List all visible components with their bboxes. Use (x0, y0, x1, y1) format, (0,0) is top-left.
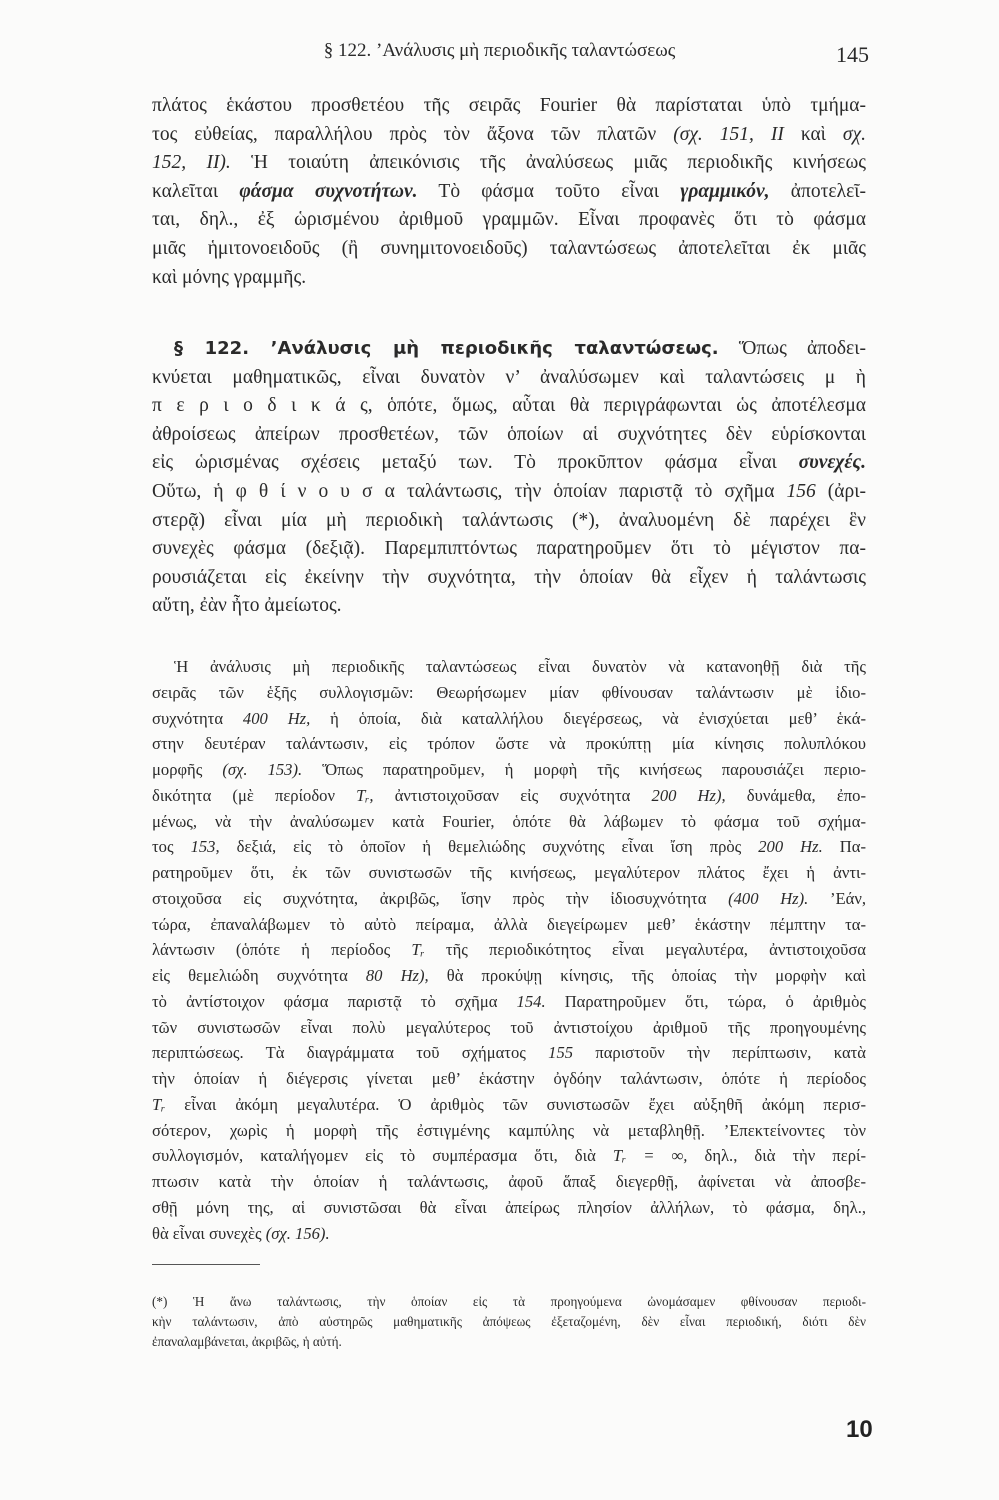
emphasis-run: 153, (190, 837, 220, 857)
text-line (152, 912, 866, 938)
text-run: Ὅπως παρατηροῦμεν, ἡ μορφὴ τῆς κινήσεως παρουσιάζει περιο- (302, 760, 866, 779)
text-line (152, 1292, 866, 1312)
text-run: καὶ (783, 123, 843, 145)
text-line (152, 178, 866, 207)
text-line (152, 963, 866, 989)
text-run: ρατηροῦμεν ὅτι, ἐκ τῶν συνιστωσῶν τῆς κινήσεως, μεγαλύτερον πλάτος ἔχει ἡ ἀντι- (152, 863, 866, 882)
text-line (152, 1221, 866, 1247)
text-run: περιπτώσεως. Τὰ διαγράμματα τοῦ σχήματος (152, 1043, 549, 1063)
emphasis-run: (σχ. 151, II (673, 123, 784, 145)
text-run: Τὸ φάσμα τοῦτο εἶναι (417, 180, 681, 202)
footnote (152, 1292, 866, 1352)
emphasis-run: Tᵣ (152, 1094, 166, 1114)
text-run: θὰ εἶναι συνεχὲς (152, 1223, 266, 1243)
small-print-paragraph (152, 654, 866, 1246)
text-line (152, 1312, 866, 1332)
emphasis-run: 200 Hz. (758, 837, 823, 857)
text-run: μορφῆς (152, 760, 223, 779)
text-line (152, 92, 866, 121)
section-122-paragraph (152, 335, 866, 621)
text-line (152, 860, 866, 886)
text-run: τὴν ὁποίαν ἡ διέγερσις γίνεται μεθ’ ἑκάστην ὀγδόην ταλάντωσιν, ὁπότε ἡ περίοδος (152, 1069, 866, 1088)
emphasis-run: 400 Hz, (242, 708, 311, 728)
text-run: μένως, νὰ τὴν ἀναλύσωμεν κατὰ Fourier, ὁπότε θὰ λάβωμεν τὸ φάσμα τοῦ σχήμα- (152, 811, 866, 831)
text-line (152, 1015, 866, 1041)
text-run: στην δευτέραν ταλάντωσιν, εἰς τρόπον ὥστε νὰ προκύπτῃ μία κίνησις πολυπλόκου (152, 734, 866, 754)
text-run: ρουσιάζεται εἰς ἐκείνην τὴν συχνότητα, τὴν ὁποίαν θὰ εἶχεν ἡ ταλάντωσις (152, 566, 866, 588)
text-run: εἰς ὡρισμένας σχέσεις μεταξύ των. Τὸ προκῦπτον φάσμα εἶναι (152, 452, 799, 474)
emphasis-run: 200 Hz), (651, 785, 726, 805)
text-line (152, 1118, 866, 1144)
emphasis-run: (σχ. 156). (265, 1223, 330, 1243)
footnote-divider (152, 1264, 260, 1265)
text-line (152, 809, 866, 835)
text-run: συλλογισμόν, καταλήγομεν εἰς τὸ συμπέρασμα ὅτι, διὰ (152, 1146, 613, 1166)
text-line (152, 149, 866, 178)
text-run: τώρα, ἐπαναλάβωμεν τὸ αὐτὸ πείραμα, ἀλλὰ διεγείρωμεν μεθ’ ἑκάστην πέμπτην τα- (152, 914, 866, 934)
text-line (152, 886, 866, 912)
text-line (152, 731, 866, 757)
text-line (152, 834, 866, 860)
text-run: ἐπαναλαμβάνεται, ἀκριβῶς, ἡ αὐτή. (152, 1334, 342, 1349)
text-run: Οὕτω, ἡ φ θ ί ν ο υ σ α ταλάντωσις, τὴν ὁποίαν παριστᾷ τὸ σχῆμα (152, 480, 787, 502)
text-run: παριστοῦν τὴν περίπτωσιν, κατὰ (573, 1043, 866, 1063)
sheet-number: 10 (846, 1416, 873, 1443)
emphasis-run: 155 (548, 1043, 574, 1063)
text-run: στερᾷ) εἶναι μία μὴ περιοδικὴ ταλάντωσις (*), ἀναλυομένη δὲ παρέχει ἓν (152, 509, 866, 531)
text-run: δηλ., διὰ τὴν περί- (687, 1146, 866, 1166)
text-line (152, 1195, 866, 1221)
text-run: καὶ μόνης γραμμῆς. (152, 266, 307, 288)
text-line (152, 535, 866, 564)
text-run: Παρατηροῦμεν ὅτι, τώρα, ὁ ἀριθμὸς (545, 991, 866, 1011)
text-run: τος εὐθείας, παραλλήλου πρὸς τὸν ἄξονα τῶν πλατῶν (152, 123, 674, 145)
text-line (152, 1143, 866, 1169)
section-heading: § 122. ’Ανάλυσις μὴ περιοδικῆς ταλαντώσεως. (174, 338, 719, 359)
text-run: δυνάμεθα, ἐπο- (725, 785, 866, 805)
text-run: κὴν ταλάντωσιν, ἀπὸ αὐστηρῶς μαθηματικῆς ἀπόψεως ἐξεταζομένη, δὲν εἶναι περιοδική, διότι δὲν (152, 1314, 866, 1329)
text-run: (*) Ἡ ἄνω ταλάντωσις, τὴν ὁποίαν εἰς τὰ προηγούμενα ὠνομάσαμεν φθίνουσαν περιοδι- (152, 1294, 866, 1309)
text-run: καλεῖται (152, 180, 240, 202)
text-run: Ὅπως ἀποδει- (718, 338, 866, 359)
text-run: δεξιά, εἰς τὸ ὁποῖον ἡ θεμελιώδης συχνότης εἶναι ἴση πρὸς (219, 837, 759, 857)
emphasis-run: 156 (786, 480, 816, 502)
text-run: Πα- (822, 837, 866, 857)
text-run: θὰ προκύψῃ κίνησις, τῆς ὁποίας τὴν μορφὴν καὶ (428, 966, 866, 985)
text-run: συνεχὲς φάσμα (δεξιᾷ). Παρεμπιπτόντως παρατηροῦμεν ὅτι τὸ μέγιστον πα- (152, 538, 866, 560)
paragraph-fourier-spectrum (152, 92, 866, 292)
text-line (152, 680, 866, 706)
page-number: 145 (836, 42, 869, 67)
emphasis-run: Tᵣ (411, 940, 425, 960)
text-line (152, 335, 866, 364)
emphasis-run: 80 Hz), (365, 966, 429, 985)
text-run: δικότητα (μὲ περίοδον (152, 785, 357, 805)
emphasis-run: (σχ. 153). (222, 760, 303, 779)
text-run: σειρᾶς τῶν ἑξῆς συλλογισμῶν: Θεωρήσωμεν μίαν φθίνουσαν ταλάντωσιν μὲ ἰδιο- (152, 682, 866, 702)
text-run: τῆς περιοδικότητος εἶναι μεγαλυτέρα, ἀντιστοιχοῦσα (424, 940, 866, 960)
text-line (152, 989, 866, 1015)
text-line (152, 1332, 866, 1352)
text-run: τὸ ἀντίστοιχον φάσμα παριστᾷ τὸ σχῆμα (152, 991, 517, 1011)
text-run: πτωσιν κατὰ τὴν ὁποίαν ἡ ταλάντωσις, ἀφοῦ ἅπαξ διεγερθῇ, ἀφίνεται νὰ ἀποσβε- (152, 1172, 866, 1191)
text-line (152, 937, 866, 963)
text-line (152, 235, 866, 264)
text-line (152, 507, 866, 536)
text-line (152, 1092, 866, 1118)
text-line (152, 1169, 866, 1195)
text-run: (ἀρι- (815, 480, 866, 502)
emphasis-run: Tᵣ, (356, 785, 374, 805)
emphasis-run: συνεχές. (798, 452, 866, 474)
text-line (152, 1040, 866, 1066)
text-line (152, 264, 866, 293)
text-run: κνύεται μαθηματικῶς, εἶναι δυνατὸν ν’ ἀναλύσωμεν καὶ ταλαντώσεις μ ὴ (152, 366, 866, 388)
emphasis-run: (400 Hz). (728, 888, 809, 908)
text-run: τος (152, 837, 191, 857)
text-run: σότερον, χωρὶς ἡ μορφὴ τῆς ἐστιγμένης καμπύλης νὰ μεταβληθῇ. ’Επεκτείνοντες τὸν (152, 1120, 866, 1140)
text-run: ἀποτελεῖ- (769, 180, 866, 202)
text-run: π ε ρ ι ο δ ι κ ά ς, ὁπότε, ὅμως, αὗται θὰ περιγράφωνται ὡς ἀποτέλεσμα (152, 395, 866, 417)
text-run: πλάτος ἑκάστου προσθετέου τῆς σειρᾶς Fourier θὰ παρίσταται ὑπὸ τμήμα- (152, 95, 866, 116)
text-run: ἀντιστοιχοῦσαν εἰς συχνότητα (373, 785, 652, 805)
text-line (152, 121, 866, 150)
text-run: εἰς θεμελιώδη συχνότητα (152, 966, 366, 985)
running-head: § 122. ’Ανάλυσις μὴ περιοδικῆς ταλαντώσεως (323, 40, 676, 61)
text-run: ἡ ὁποία, διὰ καταλλήλου διεγέρσεως, νὰ ἐνισχύεται μεθ’ ἑκά- (310, 708, 866, 728)
text-line (152, 364, 866, 393)
text-run: ται, δηλ., ἐξ ὡρισμένου ἀριθμοῦ γραμμῶν. Εἶναι προφανὲς ὅτι τὸ φάσμα (152, 209, 866, 231)
text-line (152, 706, 866, 732)
text-line (152, 206, 866, 235)
emphasis-run: γραμμικόν, (680, 180, 770, 202)
emphasis-run: φάσμα συχνοτήτων. (239, 180, 418, 202)
text-run: ’Εάν, (808, 888, 866, 908)
text-run: Ἡ τοιαύτη ἀπεικόνισις τῆς ἀναλύσεως μιᾶς περιοδικῆς κινήσεως (230, 152, 866, 174)
text-line (152, 783, 866, 809)
text-run: Ἡ ἀνάλυσις μὴ περιοδικῆς ταλαντώσεως εἶναι δυνατὸν νὰ κατανοηθῇ διὰ τῆς (174, 657, 866, 676)
text-run: εἶναι ἀκόμη μεγαλυτέρα. Ὁ ἀριθμὸς τῶν συνιστωσῶν ἔχει αὐξηθῆ ἀκόμη περισ- (165, 1094, 866, 1114)
text-run: σθῇ μόνη της, αἱ συνιστῶσαι θὰ εἶναι ἀπείρως πλησίον ἀλλήλων, τὸ φάσμα, δηλ., (152, 1197, 866, 1217)
emphasis-run: σχ. (842, 123, 866, 145)
text-line (152, 421, 866, 450)
text-line (152, 1066, 866, 1092)
emphasis-run: 154. (516, 991, 546, 1011)
text-run: στοιχοῦσα εἰς συχνότητα, ἀκριβῶς, ἴσην πρὸς τὴν ἰδιοσυχνότητα (152, 888, 729, 908)
text-line (152, 654, 866, 680)
text-line (152, 592, 866, 621)
text-line (152, 392, 866, 421)
text-run: ἀθροίσεως ἀπείρων προσθετέων, τῶν ὁποίων αἱ συχνότητες δὲν εὑρίσκονται (152, 423, 866, 445)
emphasis-run: 152, II). (152, 152, 231, 174)
text-line (152, 564, 866, 593)
text-line (152, 478, 866, 507)
text-run: συχνότητα (152, 708, 243, 728)
text-run: μιᾶς ἡμιτονοειδοῦς (ἢ συνημιτονοειδοῦς) ταλαντώσεως ἀποτελεῖται ἐκ μιᾶς (152, 237, 866, 259)
text-run: τῶν συνιστωσῶν εἶναι πολὺ μεγαλύτερος τοῦ ἀντιστοίχου ἀριθμοῦ τῆς προηγουμένης (152, 1017, 866, 1037)
text-run: αὔτη, ἐὰν ἦτο ἀμείωτος. (152, 595, 342, 617)
text-run: λάντωσιν (ὁπότε ἡ περίοδος (152, 940, 412, 960)
text-line (152, 757, 866, 783)
emphasis-run: Tᵣ = ∞, (612, 1146, 688, 1166)
text-line (152, 449, 866, 478)
